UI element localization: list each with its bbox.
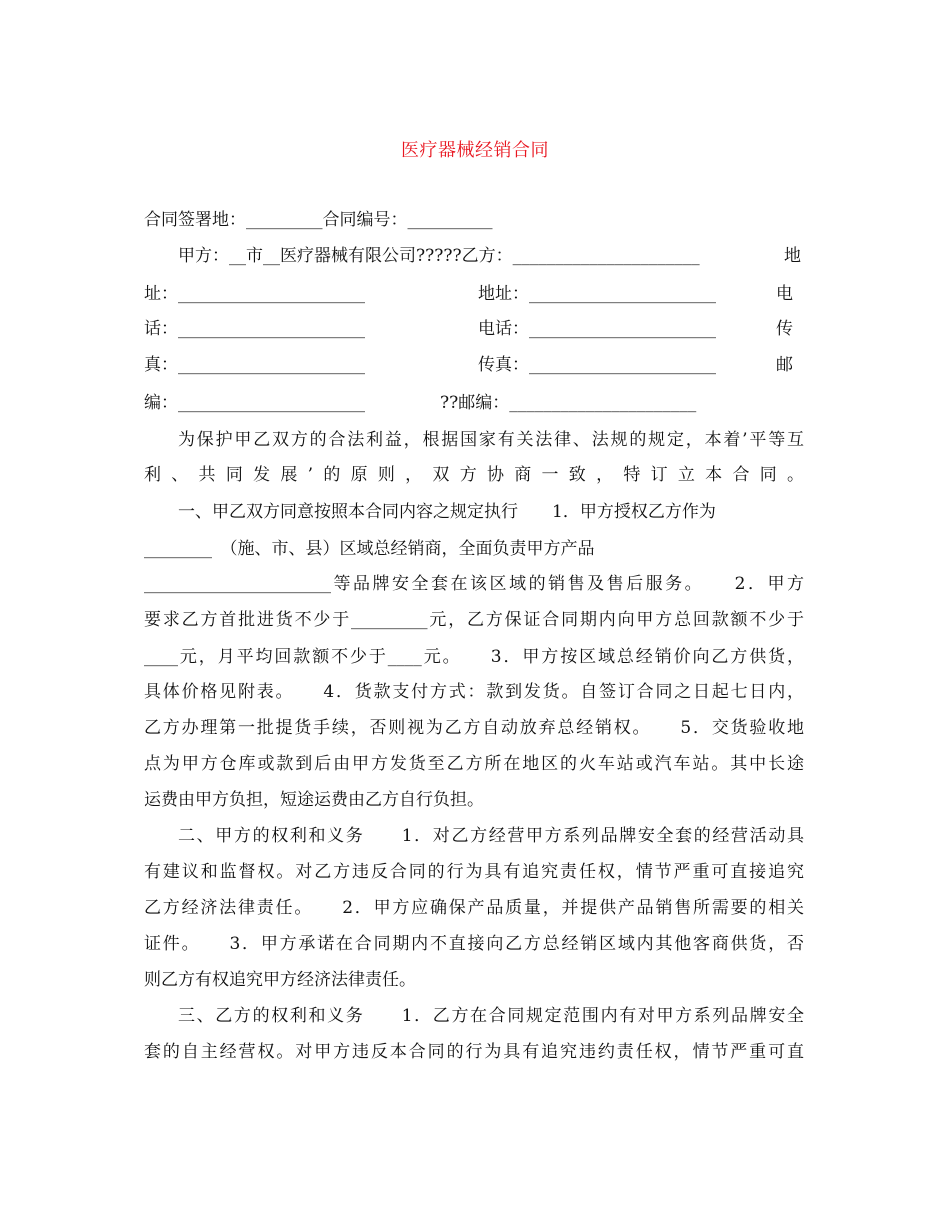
clause-2-line-2: 有建议和监督权。对乙方违反合同的行为具有追究责任权，情节严重可直接追究 <box>144 862 804 882</box>
preamble-line-1: 为保护甲乙双方的合法利益，根据国家有关法律、法规的规定，本着’平等互 <box>178 430 804 450</box>
party-a-phone-label-start: 电 <box>776 284 793 304</box>
party-a-phone: 话：______________________ <box>144 319 365 339</box>
clause-1-line-6: 具体价格见附表。 4．货款支付方式：款到发货。自签订合同之日起七日内， <box>144 682 804 702</box>
clause-1-line-4: 要求乙方首批进货不少于_________元，乙方保证合同期内向甲方总回款额不少于 <box>144 610 804 630</box>
clause-1-line-7: 乙方办理第一批提货手续，否则视为乙方自动放弃总经销权。 5．交货验收地 <box>144 718 804 738</box>
party-a-address: 址：______________________ <box>144 284 365 304</box>
clause-2-line-5: 则乙方有权追究甲方经济法律责任。 <box>144 970 416 990</box>
party-b-fax: 传真：______________________ <box>478 355 716 375</box>
party-a-address-label-start: 地 <box>784 246 801 266</box>
document-title: 医疗器械经销合同 <box>401 140 549 161</box>
party-a-fax-label-start: 传 <box>776 319 793 339</box>
clause-1-line-1: 一、甲乙双方同意按照本合同内容之规定执行 1．甲方授权乙方作为 <box>178 502 716 522</box>
clause-2-line-4: 证件。 3．甲方承诺在合同期内不直接向乙方总经销区域内其他客商供货，否 <box>144 934 804 954</box>
clause-3-line-2: 套的自主经营权。对甲方违反本合同的行为具有追究违约责任权，情节严重可直 <box>144 1042 804 1062</box>
clause-2-line-3: 乙方经济法律责任。 2．甲方应确保产品质量，并提供产品销售所需要的相关 <box>144 898 804 918</box>
clause-1-line-8: 点为甲方仓库或款到后由甲方发货至乙方所在地区的火车站或汽车站。其中长途 <box>144 754 804 774</box>
party-b-address: 地址：______________________ <box>478 284 716 304</box>
party-a-name: 甲方：__市__医疗器械有限公司?????乙方：______________________ <box>178 246 700 266</box>
clause-1-line-9: 运费由甲方负担，短途运费由乙方自行负担。 <box>144 790 484 810</box>
party-b-postcode: ??邮编：______________________ <box>440 393 697 413</box>
party-b-phone: 电话：______________________ <box>478 319 716 339</box>
preamble-line-2: 利、共同发展’的原则，双方协商一致，特订立本合同。 <box>144 465 804 485</box>
clause-1-line-5: ____元，月平均回款额不少于____元。 3．甲方按区域总经销价向乙方供货， <box>144 647 804 667</box>
clause-1-line-3: ______________________等品牌安全套在该区域的销售及售后服务。 2．甲方 <box>144 574 804 594</box>
clause-2-line-1: 二、甲方的权利和义务 1．对乙方经营甲方系列品牌安全套的经营活动具 <box>178 826 804 846</box>
clause-1-line-2: ________ （施、市、县）区域总经销商，全面负责甲方产品 <box>144 539 595 559</box>
party-a-postcode: 编：______________________ <box>144 393 365 413</box>
party-a-postcode-label-start: 邮 <box>776 355 793 375</box>
party-a-fax: 真：______________________ <box>144 355 365 375</box>
header-line: 合同签署地：_________合同编号：__________ <box>144 210 493 230</box>
clause-3-line-1: 三、乙方的权利和义务 1．乙方在合同规定范围内有对甲方系列品牌安全 <box>178 1006 804 1026</box>
